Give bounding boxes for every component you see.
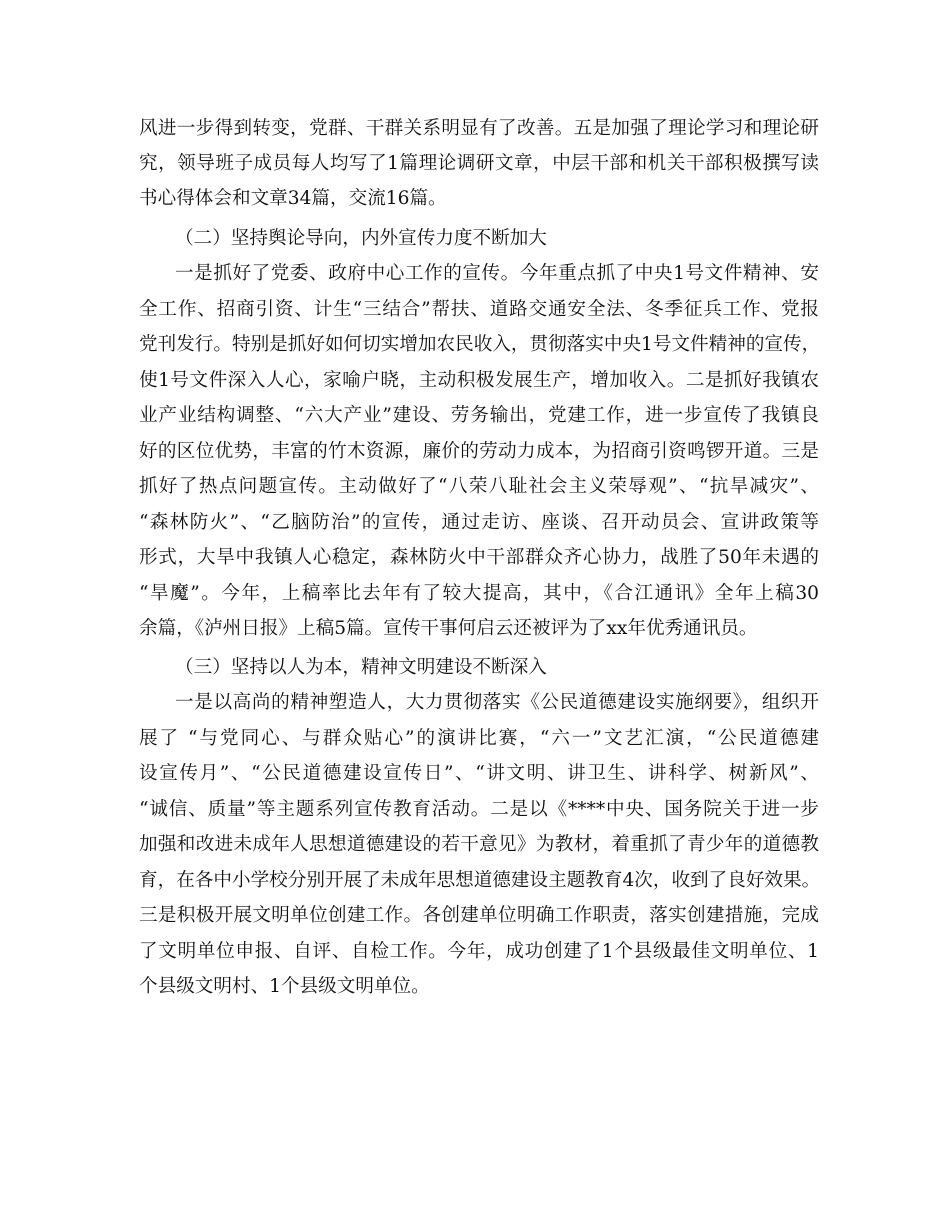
paragraph-line: 使1号文件深入人心，家喻户晓，主动积极发展生产，增加收入。二是抓好我镇农 bbox=[139, 370, 819, 391]
section-heading: （三）坚持以人为本，精神文明建设不断深入 bbox=[175, 657, 547, 678]
paragraph-line: 个县级文明村、1个县级文明单位。 bbox=[139, 976, 430, 997]
paragraph-line: 育，在各中小学校分别开展了未成年思想道德建设主题教育4次，收到了良好效果。 bbox=[139, 870, 821, 891]
paragraph-line: “旱魔”。今年，上稿率比去年有了较大提高，其中，《合江通讯》全年上稿30 bbox=[139, 583, 819, 604]
paragraph-line: 好的区位优势，丰富的竹木资源，廉价的劳动力成本，为招商引资鸣锣开道。三是 bbox=[139, 441, 819, 462]
paragraph-line: 究，领导班子成员每人均写了1篇理论调研文章，中层干部和机关干部积极撰写读 bbox=[139, 153, 819, 174]
paragraph-line: 余篇，《泸州日报》上稿5篇。宣传干事何启云还被评为了xx年优秀通讯员。 bbox=[139, 618, 758, 639]
paragraph-line: “诚信、质量”等主题系列宣传教育活动。二是以《****中央、国务院关于进一步 bbox=[139, 799, 819, 820]
paragraph-line: 抓好了热点问题宣传。主动做好了“八荣八耻社会主义荣辱观”、“抗旱减灾”、 bbox=[139, 476, 819, 497]
paragraph-line: 一是抓好了党委、政府中心工作的宣传。今年重点抓了中央1号文件精神、安 bbox=[175, 263, 819, 284]
paragraph-line: 展了 “与党同心、与群众贴心”的演讲比赛，“六一”文艺汇演，“公民道德建 bbox=[139, 728, 819, 749]
paragraph-line: 了文明单位申报、自评、自检工作。今年，成功创建了1个县级最佳文明单位、1 bbox=[139, 941, 819, 962]
section-heading: （二）坚持舆论导向，内外宣传力度不断加大 bbox=[175, 228, 547, 249]
paragraph-line: 设宣传月”、“公民道德建设宣传日”、“讲文明、讲卫生、讲科学、树新风”、 bbox=[139, 763, 819, 784]
paragraph-line: 党刊发行。特别是抓好如何切实增加农民收入，贯彻落实中央1号文件精神的宣传， bbox=[139, 334, 821, 355]
paragraph-line: 业产业结构调整、“六大产业”建设、劳务输出，党建工作，进一步宣传了我镇良 bbox=[139, 405, 819, 426]
paragraph-line: 全工作、招商引资、计生“三结合”帮扶、道路交通安全法、冬季征兵工作、党报 bbox=[139, 299, 819, 320]
paragraph-line: 形式，大旱中我镇人心稳定，森林防火中干部群众齐心协力，战胜了50年未遇的 bbox=[139, 547, 819, 568]
paragraph-line: “森林防火”、“乙脑防治”的宣传，通过走访、座谈、召开动员会、宣讲政策等 bbox=[139, 512, 819, 533]
paragraph-line: 加强和改进未成年人思想道德建设的若干意见》为教材，着重抓了青少年的道德教 bbox=[139, 834, 819, 855]
paragraph-line: 风进一步得到转变，党群、干群关系明显有了改善。五是加强了理论学习和理论研 bbox=[139, 118, 819, 139]
paragraph-line: 一是以高尚的精神塑造人，大力贯彻落实《公民道德建设实施纲要》，组织开 bbox=[175, 692, 819, 713]
paragraph-line: 书心得体会和文章34篇，交流16篇。 bbox=[139, 188, 447, 209]
paragraph-line: 三是积极开展文明单位创建工作。各创建单位明确工作职责，落实创建措施，完成 bbox=[139, 905, 819, 926]
